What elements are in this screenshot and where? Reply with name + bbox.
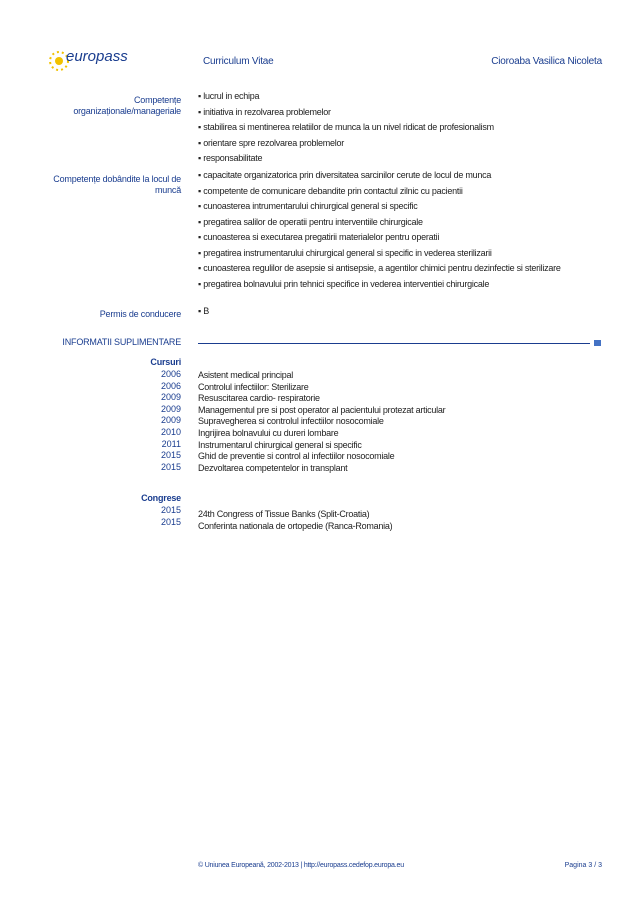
course-item: Ghid de preventie si control al infectiilor nosocomiale (198, 451, 395, 462)
list-item: ▪ pregatirea instrumentarului chirurgical general si specific in vederea sterilizarii (198, 247, 492, 258)
course-year: 2006 (160, 380, 181, 391)
list-item: ▪ pregatirea bolnavului prin tehnici specifice in vederea interventiei chirurgicale (198, 278, 490, 289)
work-skills-list (198, 168, 561, 292)
course-item: Dezvoltarea competentelor in transplant (198, 462, 348, 473)
course-year: 2006 (160, 369, 181, 379)
congress-year: 2015 (160, 516, 181, 527)
congress-label: Congrese (141, 493, 181, 503)
list-item: ▪ responsabilitate (198, 153, 263, 163)
list-item: ▪ orientare spre rezolvarea problemelor (198, 137, 345, 148)
person-name: Cioroaba Vasilica Nicoleta (491, 56, 602, 67)
section-marker-square (594, 340, 601, 346)
courses-years (141, 369, 181, 473)
course-year: 2009 (160, 403, 181, 414)
list-item: ▪ stabilirea si mentinerea relatiilor de munca la un nivel ridicat de profesionalism (198, 122, 494, 132)
org-skills-list (198, 89, 494, 167)
congress-list (198, 509, 392, 532)
list-item: ▪ cunoasterea regulilor de asepsie si antisepsie, a agentilor chimici pentru dezinfectie si sterilizare (198, 263, 561, 273)
work-skills-label-line2: muncă (154, 185, 181, 195)
org-skills-label (21, 95, 181, 117)
list-item: ▪ lucrul in echipa (198, 91, 260, 101)
congress-item: Conferinta nationala de ortopedie (Ranca-Romania) (198, 520, 393, 531)
congress-years (141, 505, 181, 528)
list-item: ▪ capacitate organizatorica prin diversitatea sarcinilor cerute de locul de munca (198, 170, 492, 180)
document-title: Curriculum Vitae (203, 56, 274, 67)
list-item: ▪ cunoasterea intrumentarului chirurgical general si specific (198, 201, 418, 211)
course-year: 2011 (161, 438, 181, 449)
courses-list (198, 370, 445, 474)
course-item: Controlul infectiilor: Sterilizare (198, 381, 309, 392)
courses-label: Cursuri (150, 357, 181, 367)
list-item: ▪ pregatirea salilor de operatii pentru interventiile chirurgicale (198, 216, 423, 227)
work-skills-label-line1: Competențe dobândite la locul de (53, 174, 181, 184)
extra-info-heading: INFORMATII SUPLIMENTARE (62, 337, 181, 347)
course-item: Managementul pre si post operator al pacientului protezat articular (198, 404, 446, 415)
course-item: Resuscitarea cardio- respiratorie (198, 393, 320, 404)
course-year: 2010 (160, 426, 181, 437)
course-item: Instrumentarul chirurgical general si specific (198, 439, 362, 450)
course-year: 2015 (160, 461, 181, 472)
org-skills-label-line1: Competențe (133, 95, 181, 105)
driving-value: ▪ B (198, 306, 209, 316)
course-year: 2009 (160, 415, 181, 426)
page-number: Pagina 3 / 3 (564, 862, 602, 869)
list-item: ▪ cunoasterea si executarea pregatirii materialelor pentru operatii (198, 232, 440, 242)
logo-text: europass (66, 48, 128, 65)
europass-logo (44, 42, 154, 82)
course-item: Ingrijirea bolnavului cu dureri lombare (198, 427, 339, 438)
driving-label: Permis de conducere (99, 309, 181, 319)
list-item: ▪ initiativa in rezolvarea problemelor (198, 106, 331, 117)
work-skills-label (21, 174, 181, 196)
course-item: Supravegherea si controlul infectiilor nosocomiale (198, 416, 384, 427)
course-year: 2015 (160, 450, 181, 461)
course-year: 2009 (160, 392, 181, 403)
course-item: Asistent medical principal (198, 370, 294, 380)
section-divider (198, 343, 590, 344)
congress-year: 2015 (160, 505, 181, 515)
congress-item: 24th Congress of Tissue Banks (Split-Croatia) (198, 509, 370, 519)
org-skills-label-line2: organizaționale/manageriale (73, 106, 181, 116)
footer-copyright: © Uniunea Europeană, 2002-2013 | http://europass.cedefop.europa.eu (198, 862, 404, 869)
list-item: ▪ competente de comunicare debandite prin contactul zilnic cu pacientii (198, 185, 463, 196)
